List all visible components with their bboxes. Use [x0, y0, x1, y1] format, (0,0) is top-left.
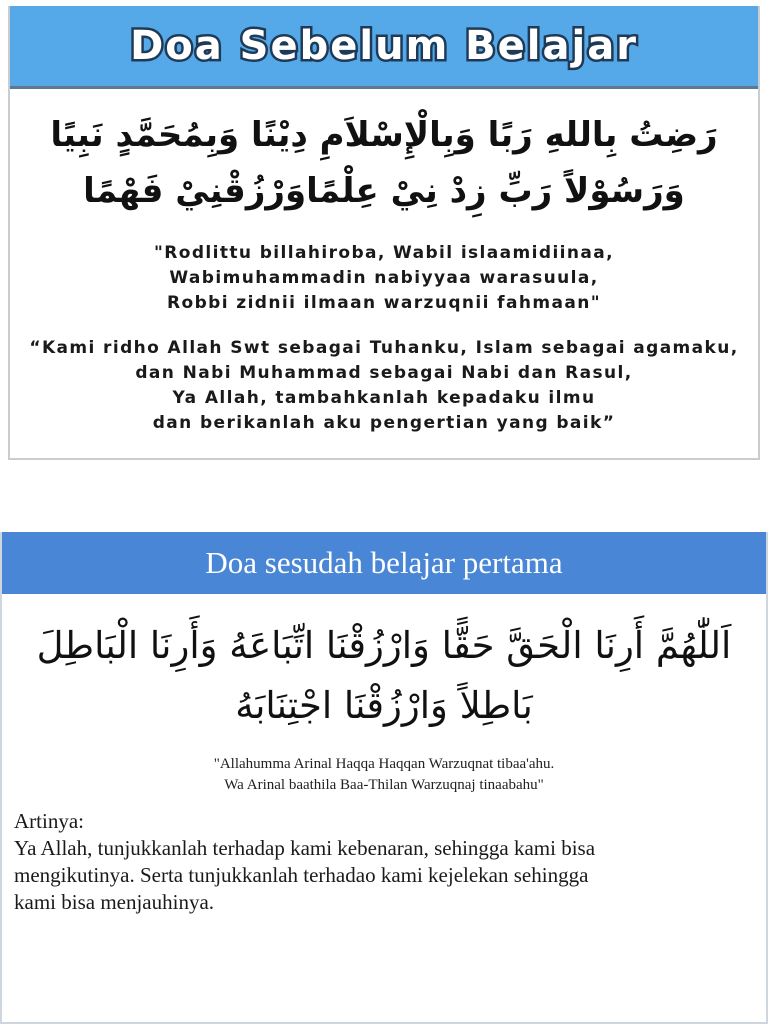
arabic-line: وَرَسُوْلاً رَبِّ زِدْ نِيْ عِلْمًاوَرْزُقْنِيْ فَهْمًا — [83, 171, 685, 211]
header-divider — [10, 86, 758, 89]
artinya-line: mengikutinya. Serta tunjukkanlah terhadao kami kejelekan sehingga — [14, 863, 589, 887]
doa-sesudah-arabic — [2, 616, 766, 736]
arabic-line: رَضِتُ بِاللهِ رَبًا وَبِالْإِسْلاَمِ دِيْنًا وَبِمُحَمَّدٍ نَبِيًا — [50, 115, 718, 155]
doa-sebelum-arabic — [10, 107, 758, 219]
latin-line: Wabimuhammadin nabiyyaa warasuula, — [169, 268, 599, 288]
latin-line: "Allahumma Arinal Haqqa Haqqan Warzuqnat tibaa'ahu. — [213, 756, 555, 772]
doa-sebelum-header — [10, 6, 758, 86]
meaning-line: dan berikanlah aku pengertian yang baik” — [152, 413, 616, 433]
latin-line: Robbi zidnii ilmaan warzuqnii fahmaan" — [167, 293, 601, 313]
artinya-line: Ya Allah, tunjukkanlah terhadap kami kebenaran, sehingga kami bisa — [14, 836, 596, 860]
meaning-line: “Kami ridho Allah Swt sebagai Tuhanku, Islam sebagai agamaku, — [29, 338, 739, 358]
latin-line: "Rodlittu billahiroba, Wabil islaamidiinaa, — [154, 243, 614, 263]
artinya-line: kami bisa menjauhinya. — [14, 890, 215, 914]
meaning-line: Ya Allah, tambahkanlah kepadaku ilmu — [172, 388, 596, 408]
doa-sesudah-latin — [2, 754, 766, 796]
latin-line: Wa Arinal baathila Baa-Thilan Warzuqnaj tinaabahu" — [224, 777, 544, 793]
doa-sesudah-card — [0, 532, 768, 1024]
doa-sesudah-header — [2, 532, 766, 594]
doa-sebelum-title: Doa Sebelum Belajar — [130, 23, 638, 69]
meaning-line: dan Nabi Muhammad sebagai Nabi dan Rasul, — [135, 363, 633, 383]
arabic-line: اَللّٰهُمَّ أَرِنَا الْحَقَّ حَقًّا وَارْزُقْنَا اتِّبَاعَهُ وَأَرِنَا الْبَاطِلَ — [36, 624, 732, 667]
doa-sebelum-card — [8, 6, 760, 460]
doa-sebelum-latin — [10, 241, 758, 316]
doa-sebelum-meaning — [10, 336, 758, 436]
doa-sesudah-title: Doa sesudah belajar pertama — [205, 545, 563, 580]
arabic-line: بَاطِلاً وَارْزُقْنَا اجْتِنَابَهُ — [235, 684, 533, 727]
doa-sesudah-artinya — [14, 808, 766, 916]
artinya-label: Artinya: — [14, 809, 84, 833]
